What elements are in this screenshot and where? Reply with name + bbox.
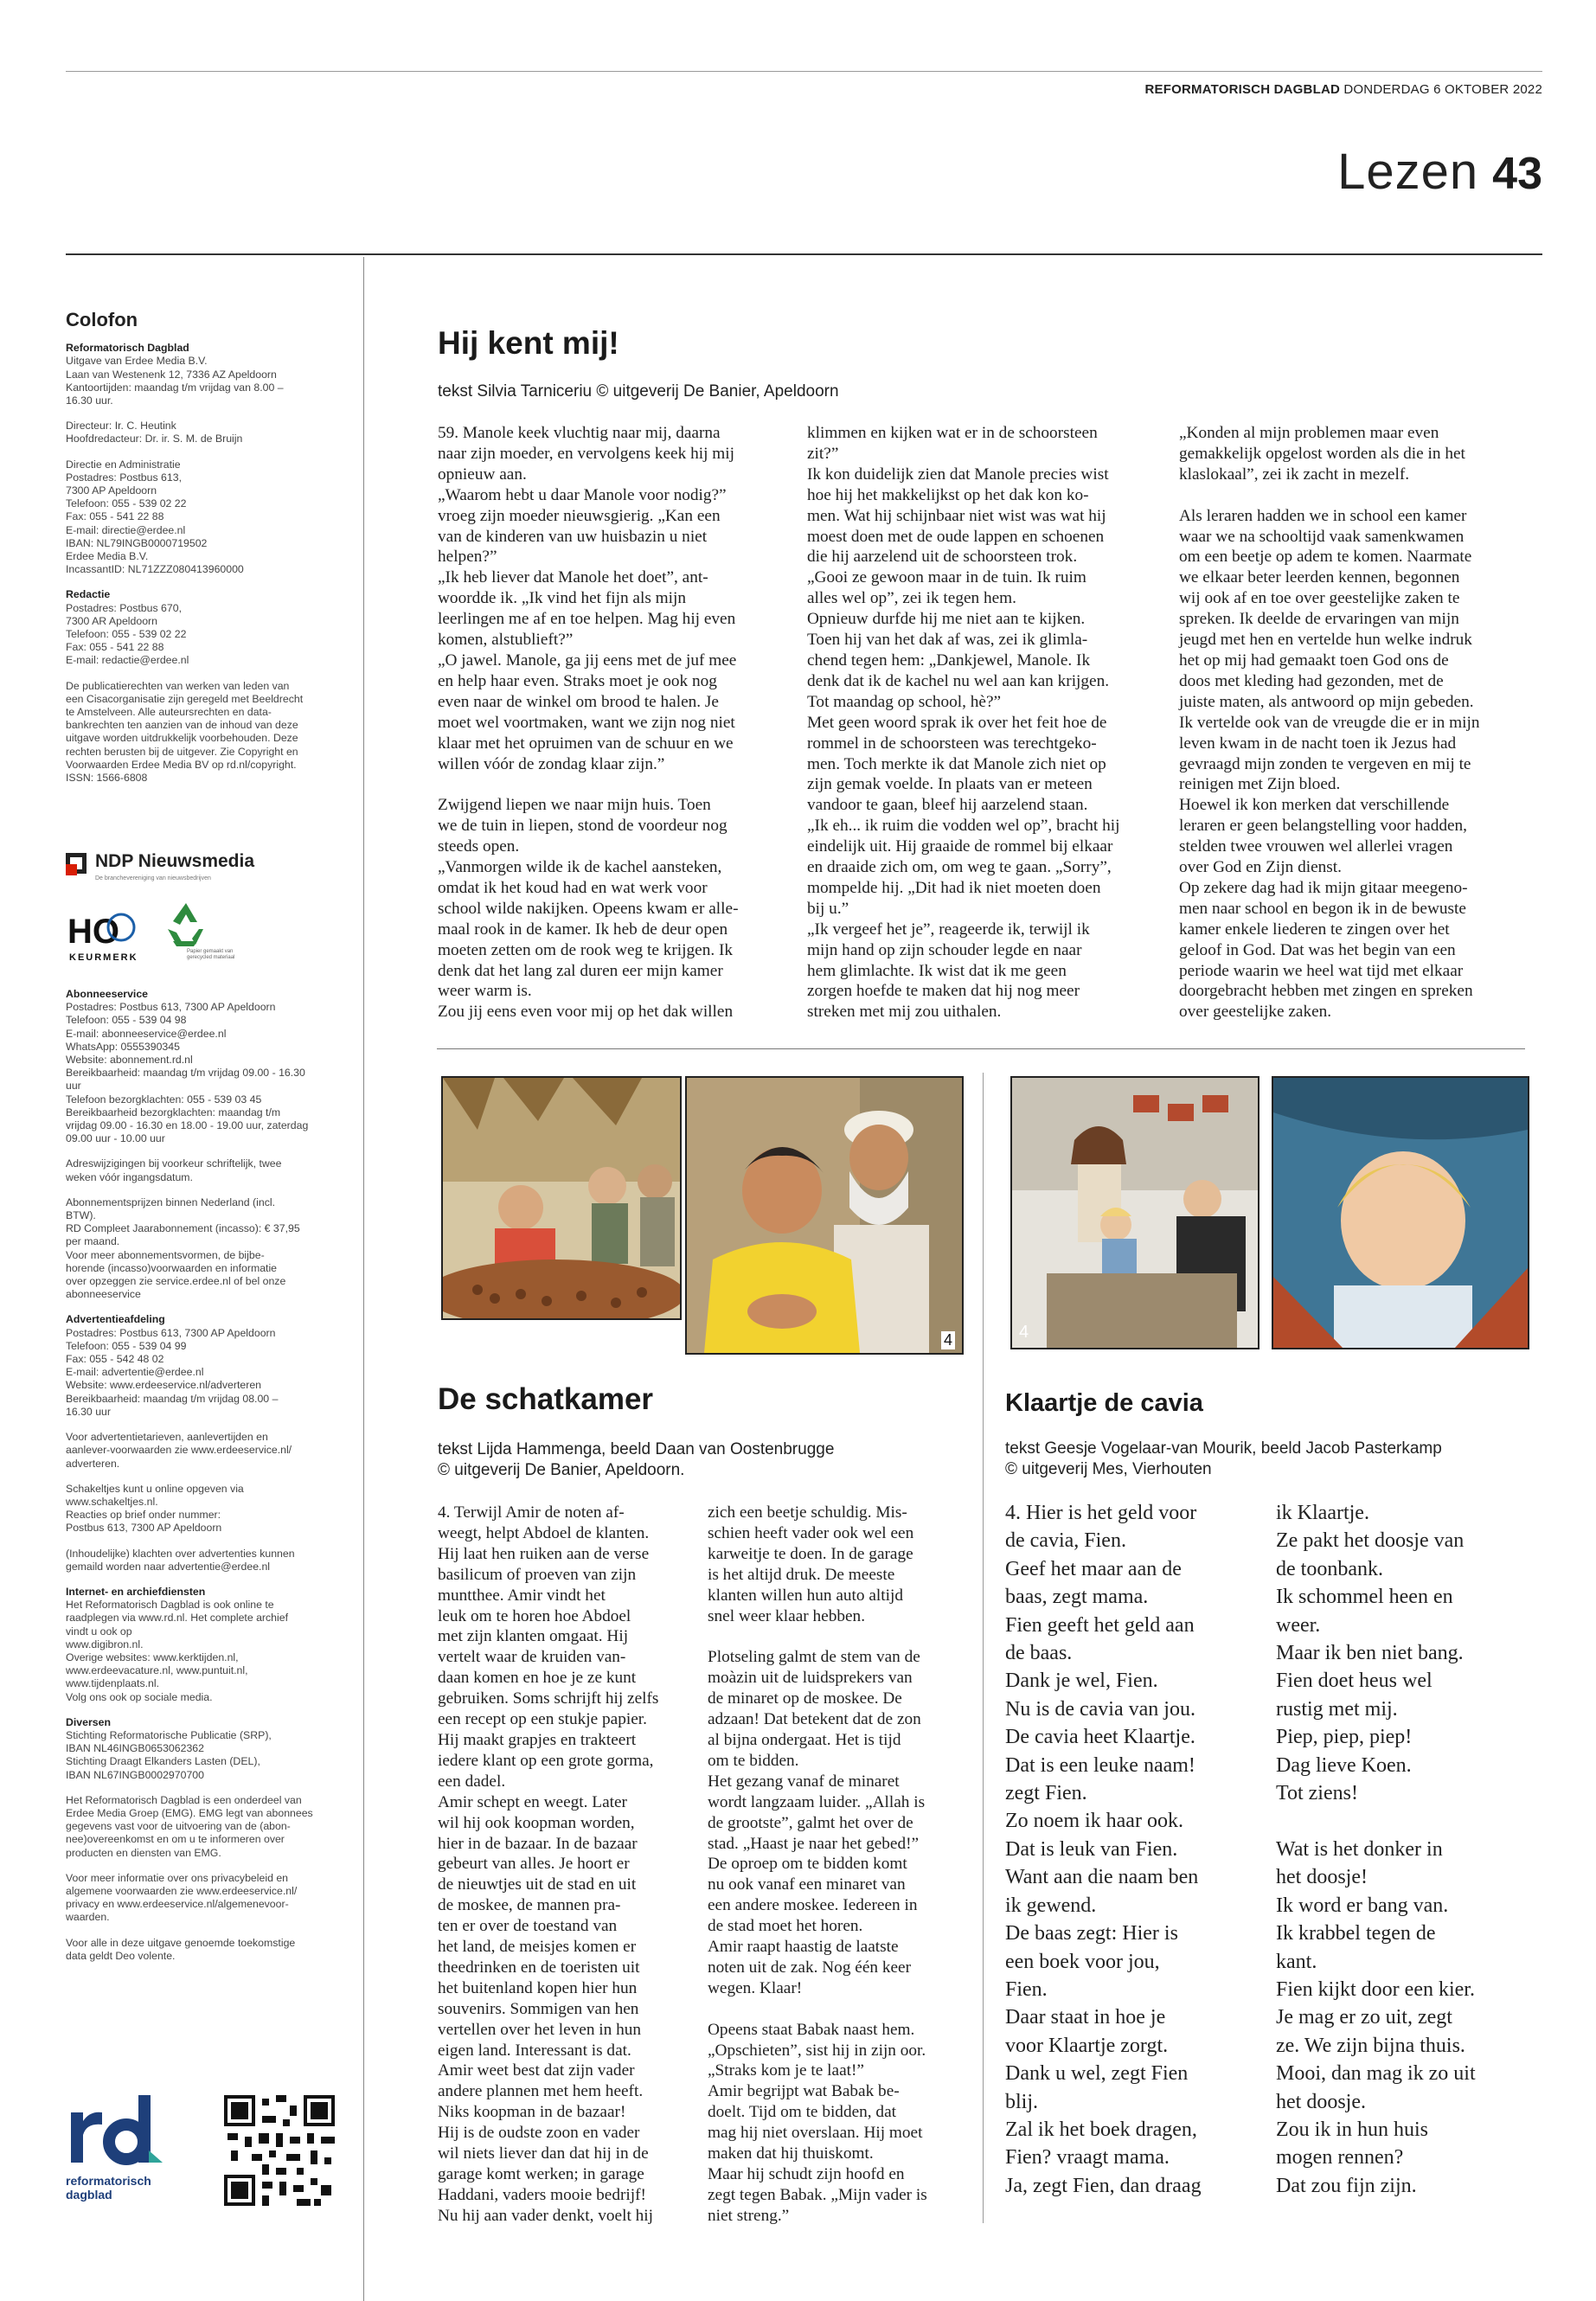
story2-column-1: 4. Terwijl Amir de noten af- weegt, helpt Abdoel de klanten. Hij laat hen ruiken aan de verse basilicum of proeven van zijn muntthee. Amir vindt het leuk om te horen hoe Abdoel met zijn klanten omgaat. Hij vertelt waar de kruiden van- daan komen en hoe je ze kunt gebruiken. Soms schrijft hij zelfs een recept op een stukje papier. Hij maakt grapjes en trakteert iedere klant op een grote gorma, een dadel. Amir schept en weegt. Later wil hij ook koopman worden, hier in de bazaar. In de bazaar gebeurt van alles. Je hoort er de nieuwtjes uit de stad en uit de moskee, de mannen pra- ten er over de toestand van het land, de meisjes komen er theedrinken en de toeristen uit het buitenland kopen hier hun souvenirs. Sommigen van hen vertellen over het leven in hun eigen land. Interessant is dat. Amir weet best dat zijn vader andere plannen met hem heeft. Niks koopman in de bazaar! Hij is de oudste zoon en vader wil niets liever dan dat hij in de garage komt werken; in garage Haddani, vaders mooie bedrijf! Nu hij aan vader denkt, voelt hij (438, 1503, 659, 2225)
recycle-icon (156, 900, 216, 948)
klaartje-panel-1 (1010, 1076, 1259, 1349)
colofon-divider (363, 257, 364, 2301)
colofon-block (66, 342, 343, 407)
story2-column-2: zich een beetje schuldig. Mis- schien heeft vader ook wel een karweitje te doen. In de garage is het altijd druk. De meeste klanten willen hun auto altijd snel weer klaar hebben. Plotseling galmt de stem van de moàzin uit de luidsprekers van de minaret op de moskee. De adzaan! Dat betekent dat de zon al bijna ondergaat. Het is tijd om te bidden. Het gezang vanaf de minaret wordt langzaam luider. „Allah is de grootste”, galmt het over de stad. „Haast je naar het gebed!” De oproep om te bidden komt nu ook vanaf een minaret van een andere moskee. Iedereen in de stad moet het horen. Amir raapt haastig de laatste noten uit de zak. Nog één keer wegen. Klaar! Opeens staat Babak naast hem. „Opschieten”, sist hij in zijn oor. „Straks kom je te laat!” Amir begrijpt wat Babak be- doelt. Tijd om te bidden, dat mag hij niet overslaan. Hij moet maken dat hij thuiskomt. Maar hij schudt zijn hoofd en zegt tegen Babak. „Mijn vader is niet streng.” (708, 1503, 927, 2225)
colofon (66, 309, 343, 797)
colofon-block (66, 1483, 343, 1535)
colofon-block (66, 1196, 343, 1302)
colofon-block (66, 1548, 343, 1574)
colofon-block (66, 588, 343, 667)
colofon-block-text: Voor alle in deze uitgave genoemde toekomstige data geldt Deo volente. (66, 1936, 296, 1962)
colofon-block-title: Reformatorisch Dagblad (66, 342, 189, 355)
colofon-block-text: Directeur: Ir. C. Heutink Hoofdredacteur: Dr. ir. S. M. de Bruijn (66, 420, 243, 445)
colofon-block-text: Postadres: Postbus 613, 7300 AP Apeldoorn Telefoon: 055 - 539 04 98 E-mail: abonneeservice@erdee.nl WhatsApp: 0555390345 Website: abonnement.rd.nl Bereikbaarheid: maandag t/m vrijdag 09.00 - 16.30 uur Telefoon bezorgklachten: 055 - 539 03 45 Bereikbaarheid bezorgklachten: maandag t/m vrijdag 09.00 - 16.30 en 18.00 - 19.00 uur, zaterdag 09.00 uur - 10.00 uur (66, 1001, 309, 1145)
story3-title: Klaartje de cavia (1005, 1389, 1203, 1417)
story2-credit-line2: © uitgeverij De Banier, Apeldoorn. (438, 1461, 685, 1479)
story3-credit (1005, 1439, 1442, 1480)
colofon-block-title: Diversen (66, 1715, 111, 1728)
colofon-block (66, 420, 343, 445)
story1-column-1: 59. Manole keek vluchtig naar mij, daarna naar zijn moeder, en vervolgens keek hij mij opnieuw aan. „Waarom hebt u daar Manole voor nodig?” vroeg zijn moeder nieuwsgierig. „Kan een van de kinderen van uw huisbazin u niet helpen?” „Ik heb liever dat Manole het doet”, ant- woordde ik. „Ik vind het fijn als mijn leerlingen me af en toe helpen. Mag hij even komen, alstublieft?” „O jawel. Manole, ga jij eens met de juf mee en help haar even. Straks moet je ook nog even naar de winkel om brood te halen. Je moet wel voortmaken, want we zijn nog niet klaar met het opruimen van de schuur en we willen vóór de zondag klaar zijn.” Zwijgend liepen we naar mijn huis. Toen we de tuin in liepen, stond de voordeur nog steeds open. „Vanmorgen wilde ik de kachel aansteken, omdat ik het koud had en wat werk voor school wilde nakijken. Opeens kwam er alle- maal rook in de kamer. Ik heb de deur open moeten zetten om de rook weg te krijgen. Ik denk dat het lang zal duren eer mijn kamer weer warm is. Zou jij eens even voor mij op het dak willen (438, 424, 739, 1022)
amir-illustration (687, 1078, 962, 1353)
rd-logo-icon (66, 2093, 178, 2166)
story2-credit-line1: tekst Lijda Hammenga, beeld Daan van Oostenbrugge (438, 1440, 835, 1458)
colofon-block-text: (Inhoudelijke) klachten over advertenties kunnen gemaild worden naar advertentie@erdee.nl (66, 1547, 295, 1573)
section-name: Lezen (1337, 144, 1479, 200)
colofon-service-blocks (66, 988, 343, 1963)
colofon-block (66, 1872, 343, 1925)
colofon-block-text: Abonnementsprijzen binnen Nederland (incl. BTW). RD Compleet Jaarabonnement (incasso): € 37,95 per maand. Voor meer abonnementsvormen, de bijbe- horende (incasso)voorwaarden en informatie over opzeggen zie service.erdee.nl of bel onze abonneeservice (66, 1195, 300, 1301)
hoi-keurmerk-logo (66, 908, 144, 965)
colofon-block (66, 1431, 343, 1471)
running-head (865, 82, 1542, 97)
colofon-block-title: Redactie (66, 588, 111, 601)
colofon-block-text: Het Reformatorisch Dagblad is ook online te raadplegen via www.rd.nl. Het complete archief vindt u ook op www.digibron.nl. Overige websites: www.kerktijden.nl, www.erdeevacature.nl, www.puntuit.nl, www.tijdenplaats.nl. Volg ons ook op sociale media. (66, 1599, 288, 1703)
story1-column-2: klimmen en kijken wat er in de schoorsteen zit?” Ik kon duidelijk zien dat Manole precies wist hoe hij het makkelijkst op het dak kon ko- men. Wat hij schijnbaar niet wist was wat hij moest doen met de oude lappen en schoenen die hij aarzelend uit de schoorsteen trok. „Gooi ze gewoon maar in de tuin. Ik ruim alles wel op”, zei ik tegen hem. Opnieuw durfde hij me niet aan te kijken. Toen hij van het dak af was, zei ik glimla- chend tegen hem: „Dankjewel, Manole. Ik denk dat ik de kachel nu wel aan kan krijgen. Tot maandag op school, hè?” Met geen woord sprak ik over het feit hoe de rommel in de schoorsteen was terechtgeko- men. Toch merkte ik dat Manole zich niet op zijn gemak voelde. In plaats van er meteen vandoor te gaan, bleef hij aarzelend staan. „Ik eh... ik ruim die vodden wel op”, bracht hij eindelijk uit. Hij graaide de rommel bij elkaar en draaide zich om, om weg te gaan. „Sorry”, mompelde hij. „Dit had ik niet moeten doen bij u.” „Ik vergeef het je”, reageerde ik, terwijl ik mijn hand op zijn schouder legde en naar hem glimlachte. Ik wist dat ik me geen zorgen hoefde te maken dat hij nog meer streken met mij zou uithalen. (807, 424, 1120, 1022)
colofon-block (66, 988, 343, 1145)
colofon-blocks (66, 342, 343, 785)
ndp-accent (66, 864, 77, 875)
hoi-label: KEURMERK (69, 952, 138, 963)
colofon-block-text: Stichting Reformatorische Publicatie (SRP), IBAN NL46INGB0653062362 Stichting Draagt Elkanders Lasten (DEL), IBAN NL67INGB0002970700 (66, 1728, 272, 1781)
colofon-block-title: Abonneeservice (66, 988, 149, 1000)
colofon-block-text: Postadres: Postbus 613, 7300 AP Apeldoorn Telefoon: 055 - 539 04 99 Fax: 055 - 542 48 02 E-mail: advertentie@erdee.nl Website: www.erdeeservice.nl/adverteren Bereikbaarheid: maandag t/m vrijdag 08.00 – 16.30 uur (66, 1326, 279, 1418)
story3-credit-line1: tekst Geesje Vogelaar-van Mourik, beeld Jacob Pasterkamp (1005, 1439, 1442, 1458)
story2-credit (438, 1439, 834, 1481)
colofon-block (66, 1313, 343, 1419)
klaartje-panel-number: 4 (1019, 1323, 1029, 1342)
colofon-block-text: Uitgave van Erdee Media B.V. Laan van Westenenk 12, 7336 AZ Apeldoorn Kantoortijden: maandag t/m vrijdag van 8.00 – 16.30 uur. (66, 355, 284, 407)
colofon-block (66, 680, 343, 785)
colofon-block-text: Voor advertentietarieven, aanlevertijden en aanlever-voorwaarden zie www.erdeeservice.nl/ adverteren. (66, 1431, 292, 1470)
colofon-block-text: De publicatierechten van werken van leden van een Cisacorganisatie zijn geregeld met Beeldrecht te Amstelveen. Alle auteursrechten en data- bankrechten ten aanzien van de inhoud van deze uitgave worden uitdrukkelijk voorbehouden. Deze rechten berusten bij de uitgever. Zie Copyright en Voorwaarden Erdee Media BV op rd.nl/copyright. ISSN: 1566-6808 (66, 679, 304, 785)
rd-logo (66, 2093, 178, 2206)
colofon-block (66, 1716, 343, 1782)
colofon-block (66, 1937, 343, 1963)
colofon-title: Colofon (66, 309, 138, 330)
top-rule (66, 71, 1542, 72)
colofon-block-text: Adreswijzigingen bij voorkeur schriftelijk, twee weken vóór ingangsdatum. (66, 1157, 282, 1183)
story3-column-1: 4. Hier is het geld voor de cavia, Fien. Geef het maar aan de baas, zegt mama. Fien geeft het geld aan de baas. Dank je wel, Fien. Nu is de cavia van jou. De cavia heet Klaartje. Dat is een leuke naam! zegt Fien. Zo noem ik haar ook. Dat is leuk van Fien. Want aan die naam ben ik gewend. De baas zegt: Hier is een boek voor jou, Fien. Daar staat in hoe je voor Klaartje zorgt. Dank u wel, zegt Fien blij. Zal ik het boek dragen, Fien? vraagt mama. Ja, zegt Fien, dan draag (1005, 1502, 1202, 2197)
ndp-name: NDP Nieuwsmedia (95, 851, 255, 871)
colofon-block-text: Postadres: Postbus 670, 7300 AR Apeldoorn Telefoon: 055 - 539 02 22 Fax: 055 - 541 22 88 E-mail: redactie@erdee.nl (66, 601, 189, 667)
section-title (1125, 143, 1542, 201)
ndp-logo (66, 853, 351, 888)
schatkamer-panel-2 (685, 1076, 964, 1355)
petshop-illustration (1012, 1078, 1258, 1348)
rd-logo-line1: reformatorisch (66, 2174, 151, 2188)
story1-title: Hij kent mij! (438, 325, 619, 361)
colofon-block-title: Internet- en archiefdiensten (66, 1585, 206, 1598)
bazaar-illustration (443, 1078, 680, 1318)
colofon-block (66, 1586, 343, 1704)
recycle-logo (156, 900, 235, 969)
story-divider (437, 1048, 1525, 1049)
paper-name: REFORMATORISCH DAGBLAD (1144, 82, 1341, 97)
klaartje-panel-2 (1272, 1076, 1529, 1349)
qr-code[interactable] (221, 2092, 338, 2209)
colofon-block-text: Het Reformatorisch Dagblad is een onderdeel van Erdee Media Groep (EMG). EMG legt van abonnees gegevens vast voor de uitvoering van de (abon- nee)overeenkomst en om u te informeren over producten en diensten van EMG. (66, 1793, 313, 1859)
story2-title: De schatkamer (438, 1382, 654, 1416)
colofon-block-text: Directie en Administratie Postadres: Postbus 613, 7300 AP Apeldoorn Telefoon: 055 - 539 02 22 Fax: 055 - 541 22 88 E-mail: directie@erdee.nl IBAN: NL79INGB0000719502 Erdee Media B.V. IncassantID: NL71ZZZ080413960000 (66, 458, 244, 576)
schatkamer-panel-number: 4 (941, 1331, 955, 1349)
page-number: 43 (1492, 149, 1542, 199)
rd-logo-text (66, 2174, 178, 2202)
header-rule (66, 253, 1542, 255)
colofon-block (66, 1157, 343, 1183)
story1-column-3: „Konden al mijn problemen maar even gemakkelijk opgelost worden als die in het klaslokaal”, zei ik zacht in mezelf. Als leraren hadden we in school een kamer waar we na schooltijd vaak samenkwamen om een beetje op adem te komen. Naarmate we elkaar beter leerden kennen, begonnen wij ook af en toe over geestelijke zaken te spreken. Ik deelde de ervaringen van mijn jeugd met hen en vertelde hun welke indruk het op mij had gemaakt toen God ons de doos met kleding had gezonden, met de juiste maten, als antwoord op mijn gebeden. Ik vertelde ook van de vreugde die er in mijn leven kwam in de nacht toen ik Jezus had gevraagd mijn zonden te vergeven en mij te reinigen met Zijn bloed. Hoewel ik kon merken dat verschillende leraren er geen belangstelling voor hadden, stelden twee vrouwen wel allerlei vragen over God en Zijn dienst. Op zekere dag had ik mijn gitaar meegeno- men naar school en begon ik in de bewuste kamer enkele liederen te zingen over het geloof in God. Dat was het begin van een periode waarin we heel wat tijd met elkaar doorgebracht hebben met zingen en spreken over geestelijke zaken. (1179, 424, 1480, 1022)
colofon-block-text: Schakeltjes kunt u online opgeven via www.schakeltjes.nl. Reacties op brief onder nummer: Postbus 613, 7300 AP Apeldoorn (66, 1482, 244, 1535)
story3-credit-line2: © uitgeverij Mes, Vierhouten (1005, 1460, 1212, 1478)
ndp-tagline: De branchevereniging van nieuwsbedrijven (95, 875, 211, 881)
colofon-block (66, 458, 343, 577)
rd-logo-line2: dagblad (66, 2188, 112, 2202)
recycle-label: Papier gemaakt van gerecycled materiaal (187, 949, 235, 960)
story3-column-2: ik Klaartje. Ze pakt het doosje van de toonbank. Ik schommel heen en weer. Maar ik ben niet bang. Fien doet heus wel rustig met mij. Piep, piep, piep! Dag lieve Koen. Tot ziens! Wat is het donker in het doosje! Ik word er bang van. Ik krabbel tegen de kant. Fien kijkt door een kier. Je mag er zo uit, zegt ze. We zijn bijna thuis. Mooi, dan mag ik zo uit het doosje. Zou ik in hun huis mogen rennen? Dat zou fijn zijn. (1276, 1502, 1476, 2197)
colofon-service (66, 988, 343, 1975)
svg-text:HO: HO (67, 913, 119, 951)
issue-date: DONDERDAG 6 OKTOBER 2022 (1343, 82, 1542, 97)
colofon-block-text: Voor meer informatie over ons privacybeleid en algemene voorwaarden zie www.erdeeservice.nl/ privacy en www.erdeeservice.nl/algemenevoor- waarden. (66, 1871, 298, 1924)
comics-divider (983, 1073, 984, 2223)
story1-credit: tekst Silvia Tarniceriu © uitgeverij De Banier, Apeldoorn (438, 382, 839, 401)
fien-illustration (1273, 1078, 1528, 1348)
colofon-block (66, 1794, 343, 1860)
schatkamer-panel-1 (441, 1076, 682, 1320)
colofon-block-title: Advertentieafdeling (66, 1313, 165, 1326)
